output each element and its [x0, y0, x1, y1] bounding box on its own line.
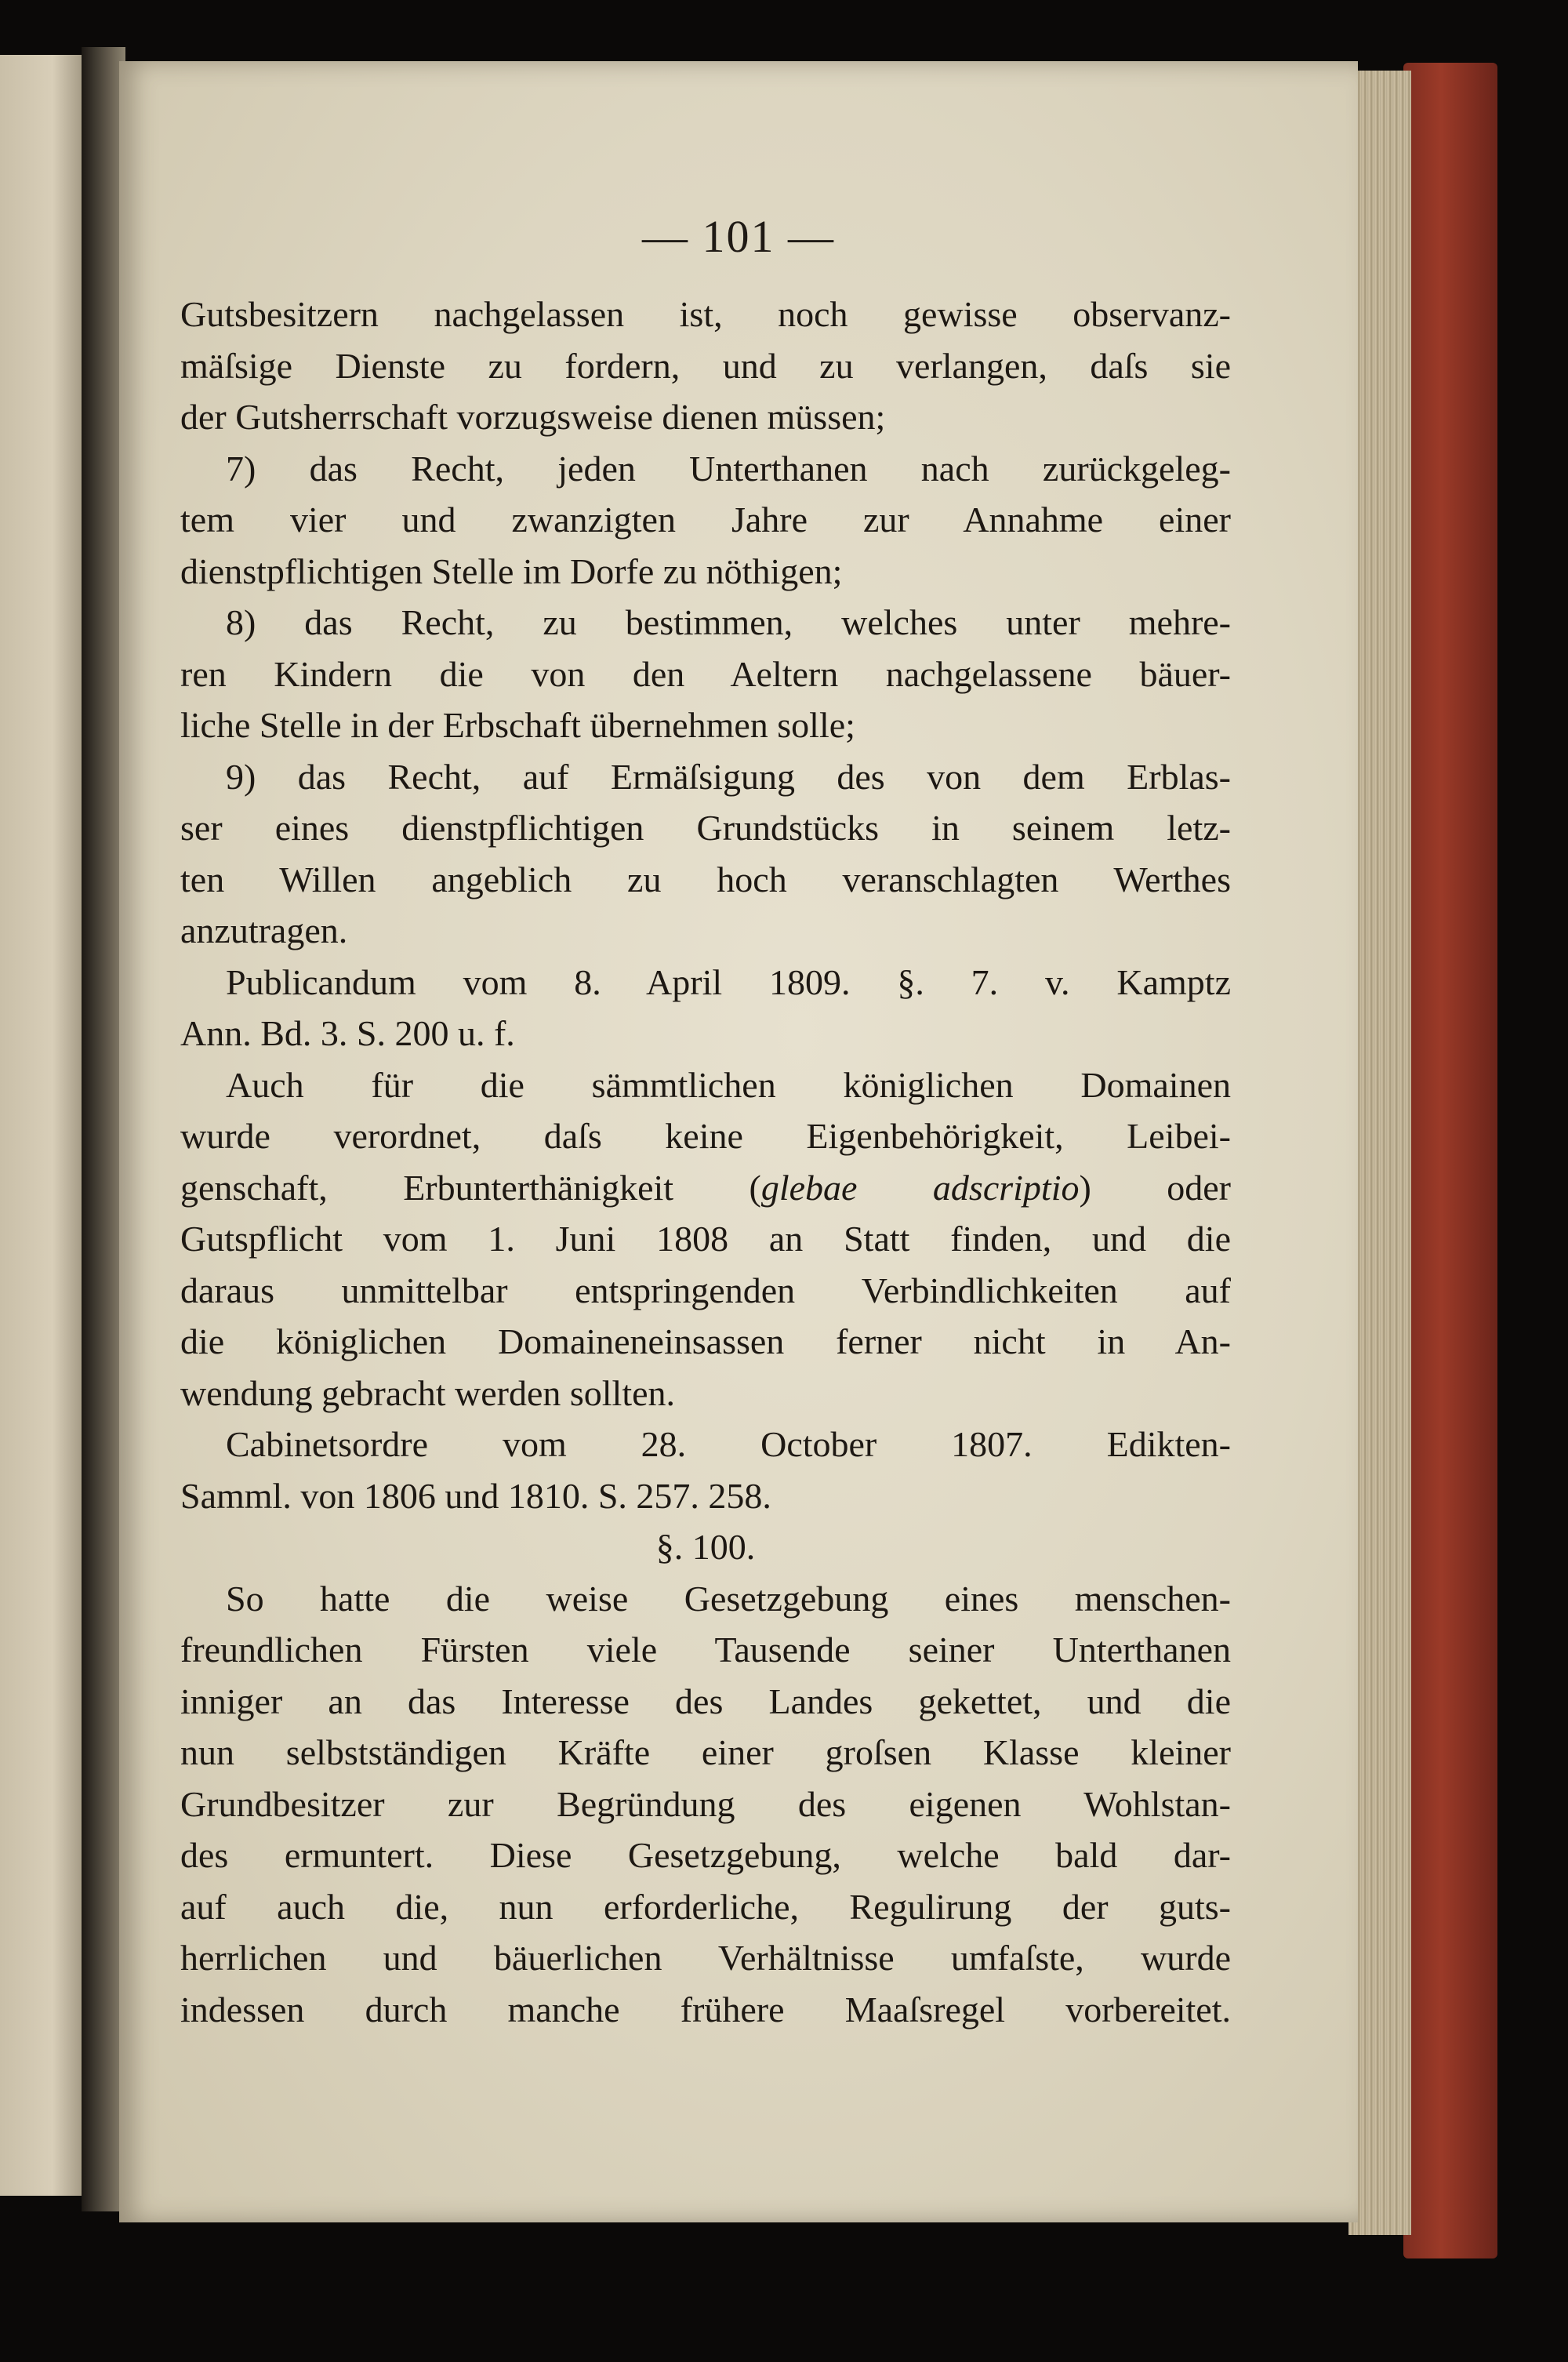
- text-line: herrlichen und bäuerlichen Verhältnisse umfaſste, wurde: [180, 1938, 1231, 1978]
- text-line: anzutragen.: [180, 910, 348, 950]
- page-block-edge: [1348, 71, 1411, 2235]
- citation-line: Samml. von 1806 und 1810. S. 257. 258.: [180, 1475, 771, 1516]
- text-line: inniger an das Interesse des Landes gekettet, und die: [180, 1681, 1231, 1721]
- text-line: Auch für die sämmtlichen königlichen Domainen: [226, 1064, 1231, 1105]
- text-line: die königlichen Domaineneinsassen ferner nicht in An-: [180, 1321, 1231, 1361]
- citation-line: Publicandum vom 8. April 1809. §. 7. v. Kamptz: [226, 961, 1231, 1002]
- text-line: ren Kindern die von den Aeltern nachgelassene bäuer-: [180, 653, 1231, 694]
- text-line: der Gutsherrschaft vorzugsweise dienen müssen;: [180, 397, 886, 437]
- citation-line: Ann. Bd. 3. S. 200 u. f.: [180, 1013, 515, 1053]
- text-line: auf auch die, nun erforderliche, Regulirung der guts-: [180, 1886, 1231, 1927]
- text-line: 8) das Recht, zu bestimmen, welches unter mehre-: [226, 602, 1231, 642]
- line-text: genschaft, Erbunterthänigkeit (glebae adscriptio) oder: [180, 1167, 1231, 1208]
- text-line: wendung gebracht werden sollten.: [180, 1372, 676, 1413]
- text-line: Gutsbesitzern nachgelassen ist, noch gewisse observanz-: [180, 294, 1231, 334]
- text-line: liche Stelle in der Erbschaft übernehmen solle;: [180, 705, 855, 745]
- citation-line: Cabinetsordre vom 28. October 1807. Edikten-: [226, 1424, 1231, 1464]
- text-line: nun selbstständigen Kräfte einer groſsen Klasse kleiner: [180, 1732, 1231, 1772]
- text-line: ten Willen angeblich zu hoch veranschlagten Werthes: [180, 859, 1231, 899]
- text-line: Gutspflicht vom 1. Juni 1808 an Statt finden, und die: [180, 1219, 1231, 1259]
- text-line: Grundbesitzer zur Begründung des eigenen Wohlstan-: [180, 1783, 1231, 1824]
- text-line: So hatte die weise Gesetzgebung eines menschen-: [226, 1578, 1231, 1619]
- text-line: 7) das Recht, jeden Unterthanen nach zurückgeleg-: [226, 448, 1231, 489]
- text-line: des ermuntert. Diese Gesetzgebung, welche bald dar-: [180, 1835, 1231, 1875]
- book-page: [119, 61, 1358, 2222]
- page-body: [180, 289, 1231, 2035]
- text-line: tem vier und zwanzigten Jahre zur Annahme einer: [180, 500, 1231, 540]
- text-line: freundlichen Fürsten viele Tausende seiner Unterthanen: [180, 1630, 1231, 1670]
- text-line-with-italic: [180, 1162, 1231, 1214]
- text-line: ser eines dienstpflichtigen Grundstücks in seinem letz-: [180, 808, 1231, 848]
- text-line: 9) das Recht, auf Ermäſsigung des von dem Erblas-: [226, 756, 1231, 797]
- text-line: wurde verordnet, daſs keine Eigenbehörigkeit, Leibei-: [180, 1116, 1231, 1156]
- text-line: daraus unmittelbar entspringenden Verbindlichkeiten auf: [180, 1270, 1231, 1310]
- text-line: mäſsige Dienste zu fordern, und zu verlangen, daſs sie: [180, 345, 1231, 386]
- latin-phrase: glebae adscriptio: [760, 1167, 1080, 1208]
- text-line: dienstpflichtigen Stelle im Dorfe zu nöthigen;: [180, 551, 843, 591]
- book-cover-edge: [1403, 63, 1497, 2258]
- text-line: indessen durch manche frühere Maaſsregel vorbereitet.: [180, 1989, 1231, 2030]
- section-heading: §. 100.: [655, 1527, 756, 1567]
- page-number: — 101 —: [642, 211, 835, 262]
- previous-page-edge: [0, 55, 88, 2196]
